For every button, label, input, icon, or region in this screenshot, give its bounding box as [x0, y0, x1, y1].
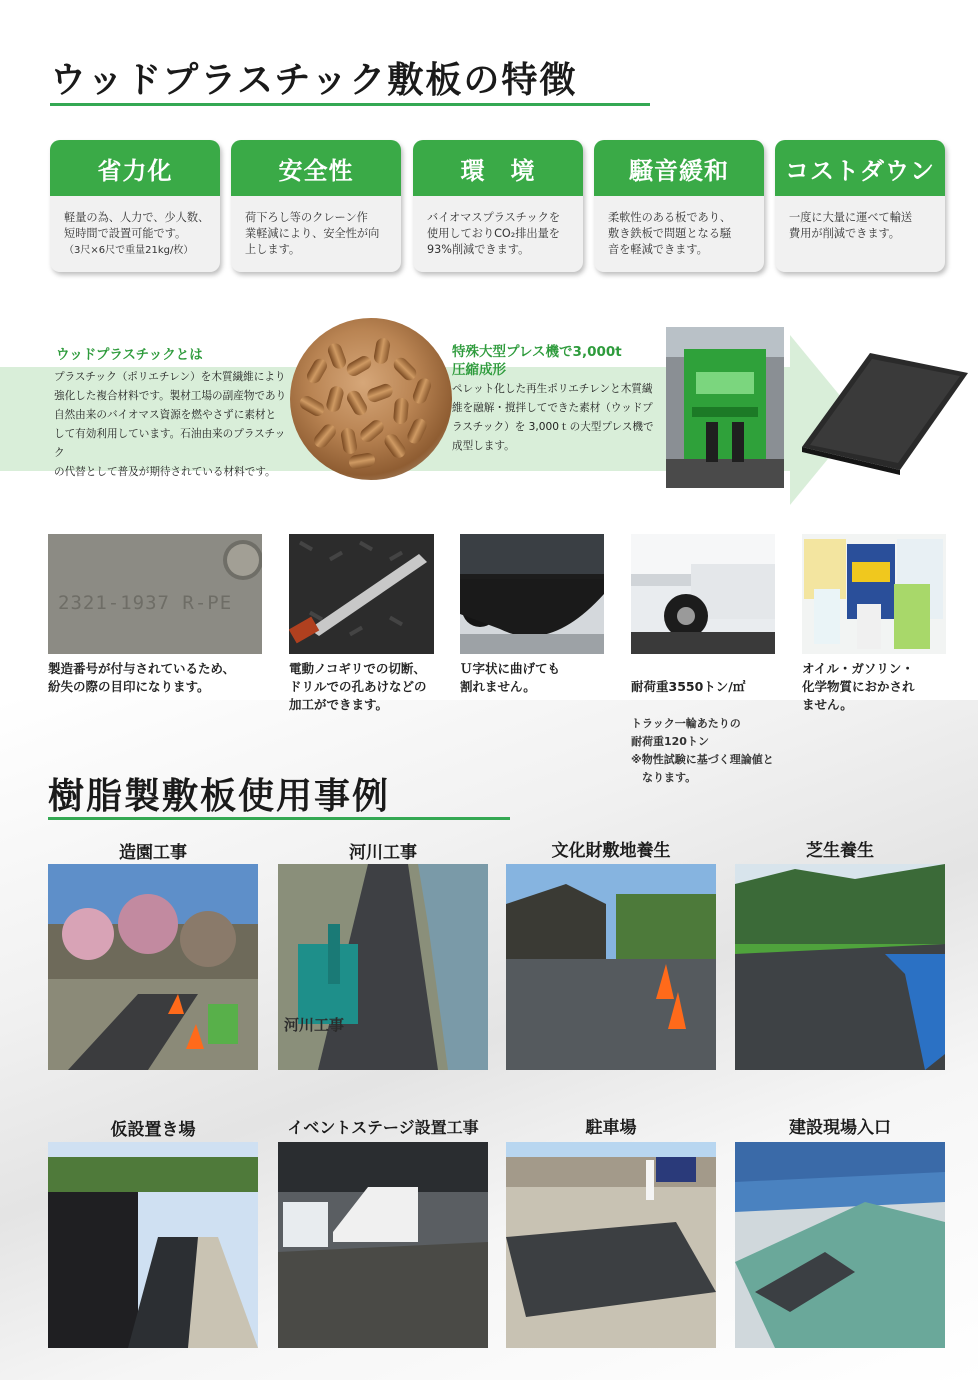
property-photo-truck — [631, 534, 775, 654]
feature-card-text: 軽量の為、人力で、少人数、 短時間で設置可能です。 （3尺×6尺で重量21kg/枚） — [64, 211, 210, 256]
feature-card-text: バイオマスプラスチックを 使用しておりCO₂排出量を 93%削減できます。 — [427, 211, 561, 256]
property-caption-load: 耐荷重3550トン/㎡ トラック一輪あたりの 耐荷重120トン ※物性試験に基づく理論値と なります。 — [631, 679, 774, 784]
pellet-image — [290, 318, 452, 480]
feature-card-environment — [413, 140, 583, 272]
property-caption-bend: Ｕ字状に曲げても 割れません。 — [460, 661, 561, 694]
press-title: 特殊大型プレス機で3,000t 圧縮成形 — [452, 344, 622, 378]
property-photo-saw — [289, 534, 434, 654]
case-label: イベントステージ設置工事 — [287, 1118, 479, 1137]
property-caption-chemical: オイル・ガソリン・ 化学物質におかされ ません。 — [802, 661, 915, 712]
case-photo-event — [278, 1142, 488, 1348]
feature-card-noise — [594, 140, 764, 272]
feature-card-text: 荷下ろし等のクレーン作 業軽減により、安全性が向 上します。 — [245, 211, 380, 256]
property-caption-saw: 電動ノコギリでの切断、 ドリルでの孔あけなどの 加工ができます。 — [289, 661, 427, 712]
case-label: 造園工事 — [119, 843, 187, 863]
case-photo-overlay-text: 河川工事 — [284, 1016, 345, 1034]
section-title-cases-underline — [48, 817, 510, 820]
property-photo-chemicals — [802, 534, 946, 654]
feature-card-cost — [775, 140, 945, 272]
section-title-underline — [50, 103, 650, 106]
serial-number-text: 2321-1937 R-PE — [58, 592, 233, 614]
case-photo-river — [278, 864, 488, 1070]
property-photo-bend — [460, 534, 604, 654]
case-photo-lawn — [735, 864, 945, 1070]
property-photo-serial — [48, 534, 262, 654]
feature-card-note: （3尺×6尺で重量21kg/枚） — [64, 245, 194, 256]
feature-card-text: 柔軟性のある板であり、 敷き鉄板で問題となる騒 音を軽減できます。 — [608, 211, 732, 256]
feature-card-title: 環 境 — [413, 140, 583, 196]
case-label: 仮設置き場 — [110, 1120, 196, 1140]
section-title-cases: 樹脂製敷板使用事例 — [48, 776, 391, 817]
case-label: 文化財敷地養生 — [551, 841, 671, 861]
case-photo-parking — [506, 1142, 716, 1348]
case-label: 芝生養生 — [806, 841, 874, 861]
feature-card-title: コストダウン — [775, 140, 945, 196]
press-text: ペレット化した再生ポリエチレンと木質繊 維を融解・撹拌してできた素材（ウッドプ ラスチック）を 3,000ｔの大型プレス機で 成型します。 — [452, 383, 654, 452]
feature-card-title: 省力化 — [50, 140, 220, 196]
case-label: 建設現場入口 — [789, 1118, 891, 1138]
case-photo-site-entrance — [735, 1142, 945, 1348]
case-label: 河川工事 — [349, 843, 417, 863]
feature-card-title: 騒音緩和 — [594, 140, 764, 196]
feature-card-safety — [231, 140, 401, 272]
section-title-features: ウッドプラスチック敷板の特徴 — [50, 60, 578, 101]
property-caption-serial: 製造番号が付与されているため、 紛失の際の目印になります。 — [48, 661, 236, 694]
feature-card-title: 安全性 — [231, 140, 401, 196]
case-photo-heritage — [506, 864, 716, 1070]
about-title: ウッドプラスチックとは — [56, 347, 203, 363]
feature-card-text: 一度に大量に運べて輸送 費用が削減できます。 — [789, 211, 913, 240]
case-photo-storage — [48, 1142, 258, 1348]
board-photo — [800, 345, 970, 475]
press-machine-photo — [666, 327, 784, 488]
case-photo-landscaping — [48, 864, 258, 1070]
feature-card-labor — [50, 140, 220, 272]
case-label: 駐車場 — [585, 1118, 637, 1138]
about-text: プラスチック（ポリエチレン）を木質繊維により 強化した複合材料です。製材工場の副産物であり 自然由来のバイオマス資源を燃やさずに素材と して有効利用しています。石油由来のプラスチック の代替として普及が期待されている材料です。 — [54, 371, 287, 478]
